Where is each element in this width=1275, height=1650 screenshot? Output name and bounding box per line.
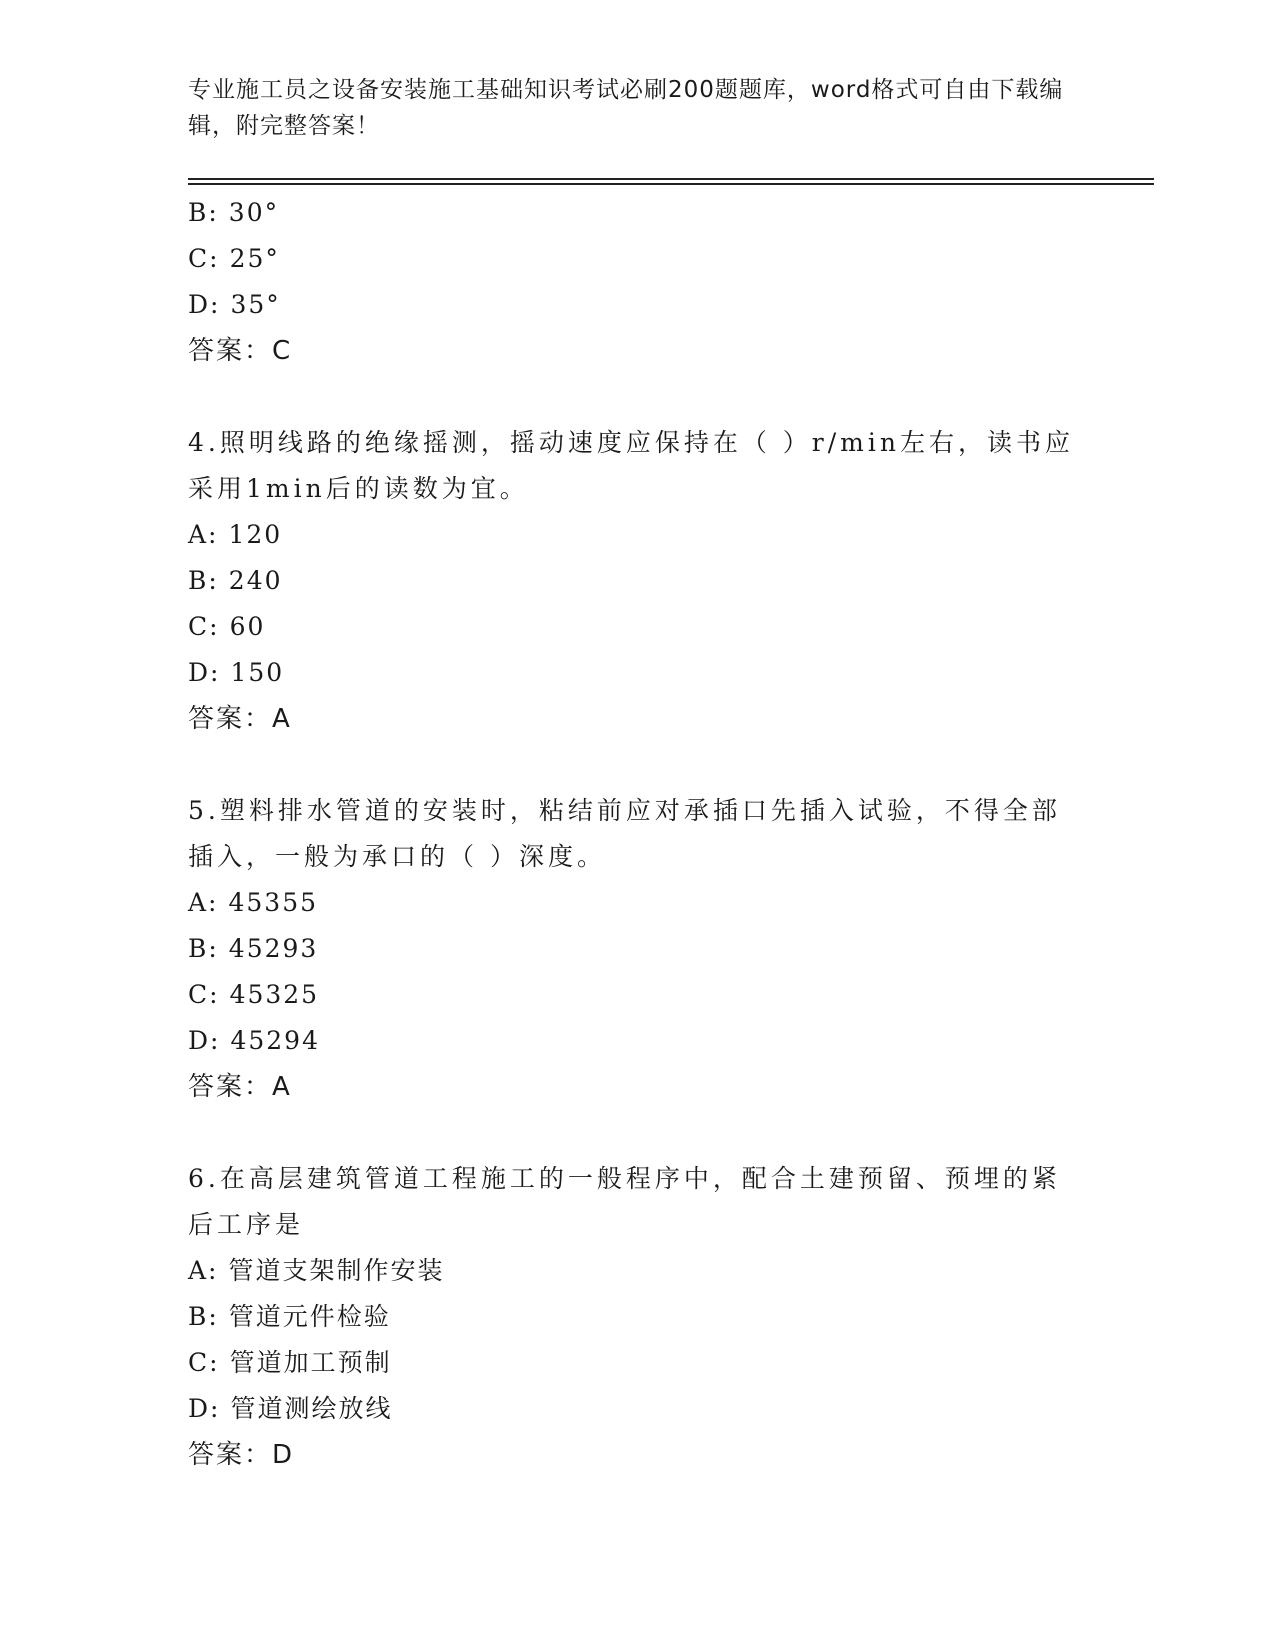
option-letter: B: <box>188 198 219 227</box>
header-divider-bottom <box>188 183 1154 185</box>
option-text: 45325 <box>229 980 320 1009</box>
option-letter: B: <box>188 934 219 963</box>
option-c <box>188 604 1088 650</box>
answer-label: 答案： <box>188 1072 273 1102</box>
option-text: 25° <box>229 244 280 273</box>
answer-label: 答案： <box>188 704 273 734</box>
option-letter: A: <box>188 1256 219 1285</box>
option-letter: C: <box>188 980 220 1009</box>
answer-value: D <box>272 1440 295 1470</box>
option-letter: C: <box>188 244 220 273</box>
option-b <box>188 1294 1088 1340</box>
answer-label: 答案： <box>188 1440 273 1470</box>
option-text: 45355 <box>228 888 319 917</box>
option-text: 35° <box>230 290 281 319</box>
option-a <box>188 1248 1088 1294</box>
option-c <box>188 236 1088 282</box>
question-block-6 <box>188 1156 1088 1478</box>
option-letter: C: <box>188 612 220 641</box>
option-letter: D: <box>188 1026 221 1055</box>
option-d <box>188 282 1088 328</box>
question-list <box>188 190 1088 1478</box>
option-c <box>188 972 1088 1018</box>
option-letter: B: <box>188 566 219 595</box>
option-a <box>188 880 1088 926</box>
question-block-3 <box>188 190 1088 374</box>
option-letter: B: <box>188 1302 219 1331</box>
answer-line <box>188 1432 1088 1478</box>
option-text: 30° <box>228 198 280 227</box>
option-letter: C: <box>188 1348 220 1377</box>
answer-value: C <box>272 336 293 366</box>
option-text: 管道测绘放线 <box>230 1394 393 1423</box>
option-text: 管道加工预制 <box>229 1348 392 1377</box>
option-b <box>188 558 1088 604</box>
answer-line <box>188 696 1088 742</box>
answer-line <box>188 328 1088 374</box>
answer-line <box>188 1064 1088 1110</box>
question-block-4 <box>188 420 1088 742</box>
option-text: 管道支架制作安装 <box>228 1256 445 1285</box>
option-text: 150 <box>230 658 285 687</box>
option-d <box>188 1018 1088 1064</box>
document-header: 专业施工员之设备安装施工基础知识考试必刷200题题库，word格式可自由下载编辑，附完整答案！ <box>188 77 1064 139</box>
answer-value: A <box>272 1072 292 1102</box>
option-text: 管道元件检验 <box>228 1302 391 1331</box>
header-divider-top <box>188 178 1154 180</box>
question-text: 5.塑料排水管道的安装时，粘结前应对承插口先插入试验，不得全部插入，一般为承口的（ ）深度。 <box>188 796 1061 871</box>
option-d <box>188 1386 1088 1432</box>
option-letter: D: <box>188 658 221 687</box>
option-a <box>188 512 1088 558</box>
answer-value: A <box>272 704 292 734</box>
option-b <box>188 190 1088 236</box>
question-block-5 <box>188 788 1088 1110</box>
option-d <box>188 650 1088 696</box>
option-letter: A: <box>188 888 219 917</box>
option-text: 240 <box>228 566 283 595</box>
answer-label: 答案： <box>188 336 273 366</box>
option-text: 60 <box>229 612 266 641</box>
option-text: 45294 <box>230 1026 320 1055</box>
option-letter: A: <box>188 520 219 549</box>
option-text: 45293 <box>228 934 319 963</box>
question-text: 6.在高层建筑管道工程施工的一般程序中，配合土建预留、预埋的紧后工序是 <box>188 1164 1061 1239</box>
option-letter: D: <box>188 290 221 319</box>
option-letter: D: <box>188 1394 221 1423</box>
option-b <box>188 926 1088 972</box>
question-text: 4.照明线路的绝缘摇测，摇动速度应保持在（ ）r/min左右，读书应采用1min后的读数为宜。 <box>188 428 1074 503</box>
option-c <box>188 1340 1088 1386</box>
option-text: 120 <box>228 520 283 549</box>
